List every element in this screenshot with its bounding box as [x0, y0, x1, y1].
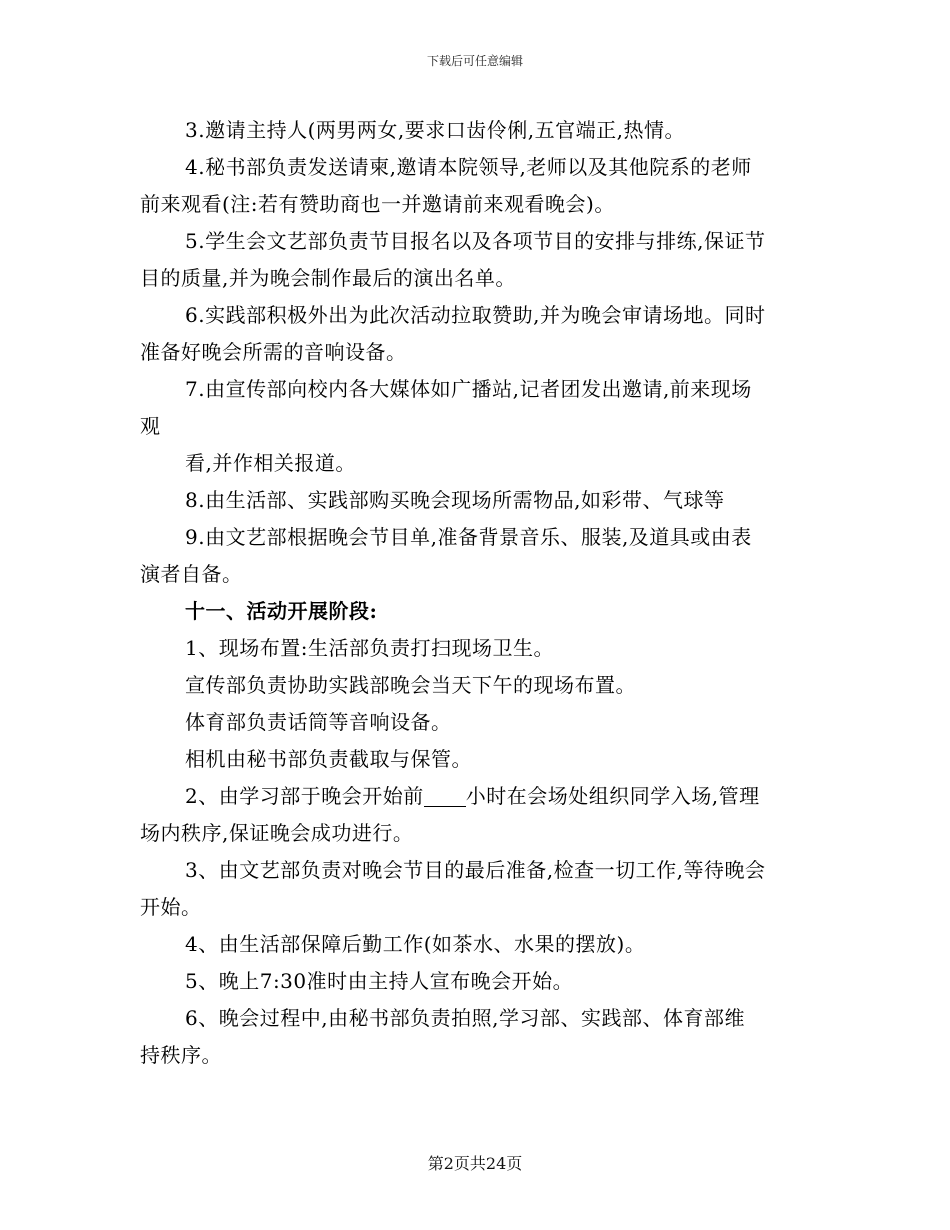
- section-heading: 十一、活动开展阶段:: [185, 599, 378, 623]
- paragraph-line: 3.邀请主持人(两男两女,要求口齿伶俐,五官端正,热情。: [185, 118, 685, 142]
- paragraph-line: 观: [140, 414, 161, 438]
- paragraph-line: 6、晚会过程中,由秘书部负责拍照,学习部、实践部、体育部维: [185, 1006, 745, 1030]
- paragraph-line: 持秩序。: [140, 1043, 222, 1067]
- paragraph-line: 体育部负责话筒等音响设备。: [185, 710, 452, 734]
- paragraph-line: 1、现场布置:生活部负责打扫现场卫生。: [185, 636, 554, 660]
- paragraph-line: 宣传部负责协助实践部晚会当天下午的现场布置。: [185, 673, 636, 697]
- paragraph-line: 5、晚上7:30准时由主持人宣布晚会开始。: [185, 969, 574, 993]
- paragraph-line: 3、由文艺部负责对晚会节目的最后准备,检查一切工作,等待晚会: [185, 858, 766, 882]
- paragraph-line: 准备好晚会所需的音响设备。: [140, 340, 407, 364]
- paragraph-line: 7.由宣传部向校内各大媒体如广播站,记者团发出邀请,前来现场: [185, 377, 752, 401]
- document-body: [140, 112, 820, 1074]
- paragraph-line: 看,并作相关报道。: [185, 451, 356, 475]
- paragraph-line: 8.由生活部、实践部购买晚会现场所需物品,如彩带、气球等: [185, 488, 725, 512]
- paragraph-line: 4、由生活部保障后勤工作(如茶水、水果的摆放)。: [185, 932, 646, 956]
- paragraph-line: 相机由秘书部负责截取与保管。: [185, 747, 472, 771]
- paragraph-line: 5.学生会文艺部负责节目报名以及各项节目的安排与排练,保证节: [185, 229, 766, 253]
- paragraph-line: 场内秩序,保证晚会成功进行。: [140, 821, 414, 845]
- paragraph-line: 前来观看(注:若有赞助商也一并邀请前来观看晚会)。: [140, 192, 615, 216]
- paragraph-line: 4.秘书部负责发送请柬,邀请本院领导,老师以及其他院系的老师: [185, 155, 752, 179]
- paragraph-line: 9.由文艺部根据晚会节目单,准备背景音乐、服装,及道具或由表: [185, 525, 752, 549]
- paragraph-line: 目的质量,并为晚会制作最后的演出名单。: [140, 266, 516, 290]
- page-header: 下载后可任意编辑: [426, 54, 523, 68]
- paragraph-line: 开始。: [140, 895, 202, 919]
- paragraph-line: [140, 778, 820, 815]
- line-text: 小时在会场处组织同学入场,管理: [465, 784, 760, 808]
- paragraph-line: 演者自备。: [140, 562, 243, 586]
- fill-in-blank: [424, 786, 466, 807]
- paragraph-line: 6.实践部积极外出为此次活动拉取赞助,并为晚会审请场地。同时: [185, 303, 766, 327]
- page-number: 第2页共24页: [427, 1154, 523, 1173]
- line-text: 2、由学习部于晚会开始前: [185, 784, 424, 808]
